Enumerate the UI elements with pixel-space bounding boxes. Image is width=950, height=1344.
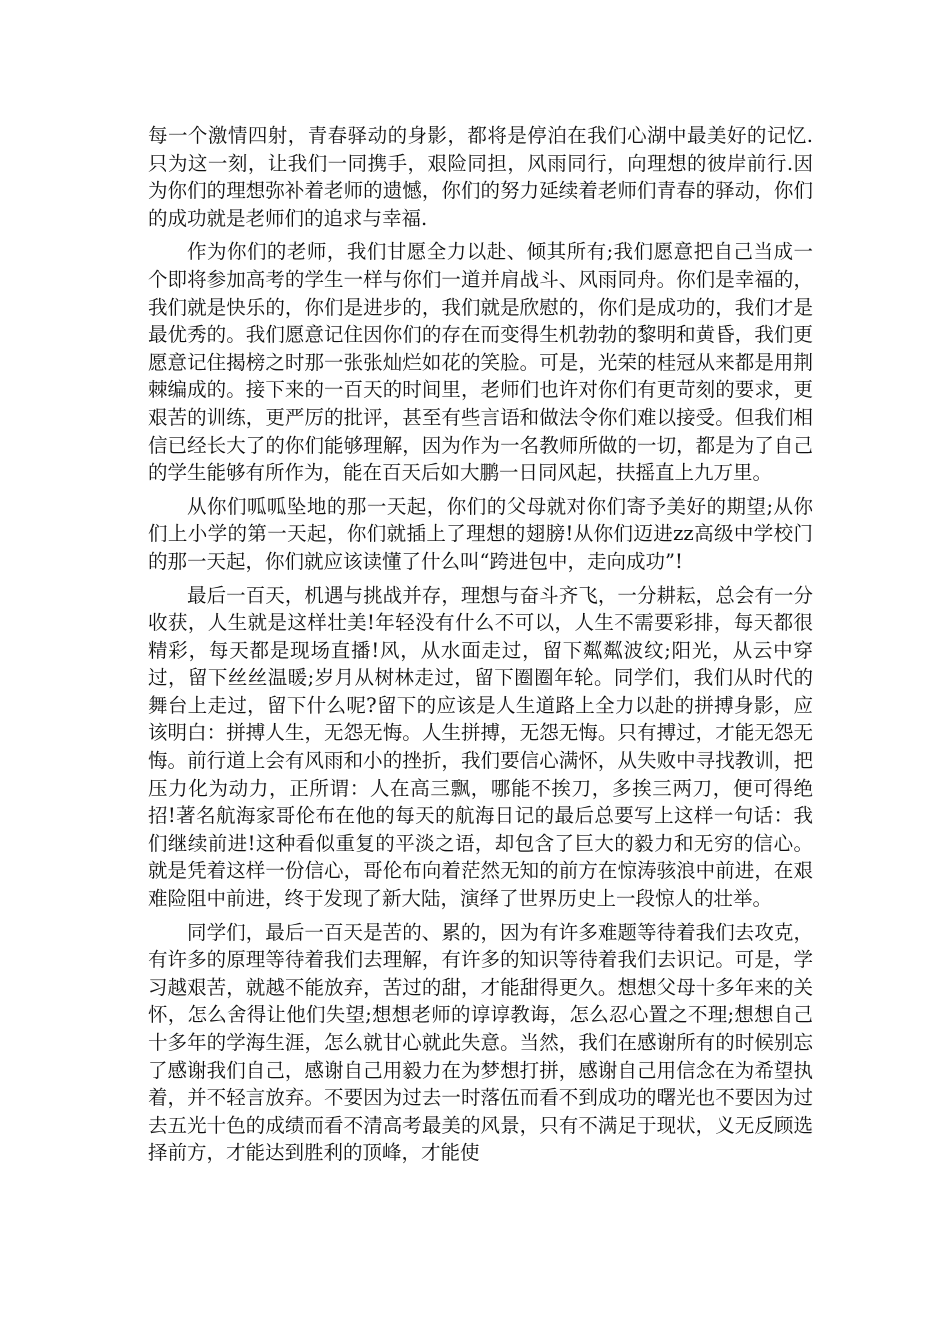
paragraph-3: 从你们呱呱坠地的那一天起，你们的父母就对你们寄予美好的期望;从你们上小学的第一天起，你们就插上了理想的翅膀!从你们迈进zz高级中学校门的那一天起，你们就应该读懂了什么叫“跨进包中，走向成功”!: [148, 494, 813, 573]
body-text: [148, 122, 813, 1173]
paragraph-1: 每一个激情四射，青春驿动的身影，都将是停泊在我们心湖中最美好的记忆.只为这一刻，让我们一同携手，艰险同担，风雨同行，向理想的彼岸前行.因为你们的理想弥补着老师的遗憾，你们的努力延续着老师们青春的驿动，你们的成功就是老师们的追求与幸福.: [148, 124, 813, 230]
paragraph-5: 同学们，最后一百天是苦的、累的，因为有许多难题等待着我们去攻克，有许多的原理等待着我们去理解，有许多的知识等待着我们去识记。可是，学习越艰苦，就越不能放弃，苦过的甜，才能甜得更久。想想父母十多年来的关怀，怎么舍得让他们失望;想想老师的谆谆教诲，怎么忍心置之不理;想想自己十多年的学海生涯，怎么就甘心就此失意。当然，我们在感谢所有的时候别忘了感谢我们自己，感谢自己用毅力在为梦想打拼，感谢自己用信念在为希望执着，并不轻言放弃。不要因为过去一时落伍而看不到成功的曙光也不要因为过去五光十色的成绩而看不清高考最美的风景，只有不满足于现状，义无反顾选择前方，才能达到胜利的顶峰，才能使: [148, 920, 813, 1165]
paragraph-4: 最后一百天，机遇与挑战并存，理想与奋斗齐飞，一分耕耘，总会有一分收获，人生就是这样壮美!年轻没有什么不可以，人生不需要彩排，每天都很精彩，每天都是现场直播!风，从水面走过，留下粼粼波纹;阳光，从云中穿过，留下丝丝温暖;岁月从树林走过，留下圈圈年轮。同学们，我们从时代的舞台上走过，留下什么呢?留下的应该是人生道路上全力以赴的拼搏身影，应该明白：拼搏人生，无怨无悔。人生拼搏，无怨无悔。只有搏过，才能无怨无悔。前行道上会有风雨和小的挫折，我们要信心满怀，从失败中寻找教训，把压力化为动力，正所谓：人在高三飘，哪能不挨刀，多挨三两刀，便可得绝招!著名航海家哥伦布在他的每天的航海日记的最后总要写上这样一句话：我们继续前进!这种看似重复的平淡之语，却包含了巨大的毅力和无穷的信心。就是凭着这样一份信心，哥伦布向着茫然无知的前方在惊涛骇浪中前进，在艰难险阻中前进，终于发现了新大陆，演绎了世界历史上一段惊人的壮举。: [148, 583, 813, 911]
paragraph-2: 作为你们的老师，我们甘愿全力以赴、倾其所有;我们愿意把自己当成一个即将参加高考的学生一样与你们一道并肩战斗、风雨同舟。你们是幸福的，我们就是快乐的，你们是进步的，我们就是欣慰的，你们是成功的，我们才是最优秀的。我们愿意记住因你们的存在而变得生机勃勃的黎明和黄昏，我们更愿意记住揭榜之时那一张张灿烂如花的笑脸。可是，光荣的桂冠从来都是用荆棘编成的。接下来的一百天的时间里，老师们也许对你们有更苛刻的要求，更艰苦的训练，更严厉的批评，甚至有些言语和做法令你们难以接受。但我们相信已经长大了的你们能够理解，因为作为一名教师所做的一切，都是为了自己的学生能够有所作为，能在百天后如大鹏一日同风起，扶摇直上九万里。: [148, 240, 813, 485]
